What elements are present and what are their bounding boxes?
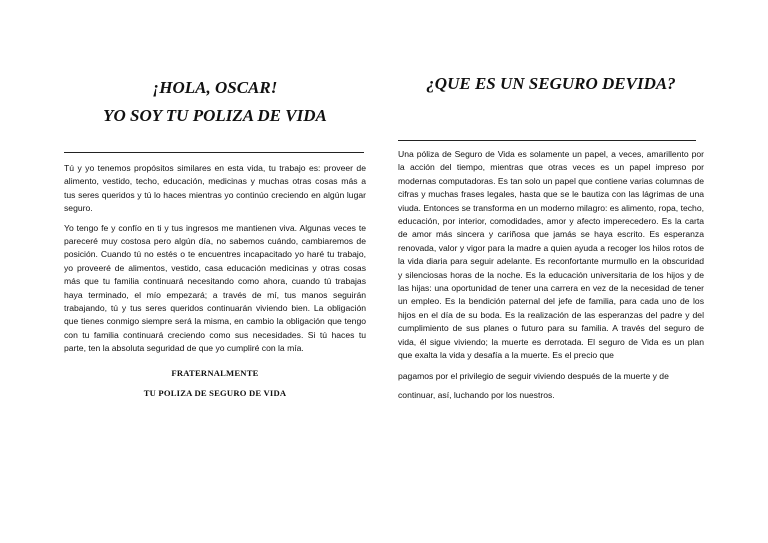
- right-divider: [398, 140, 696, 141]
- left-paragraph-1: Tú y yo tenemos propósitos similares en esta vida, tu trabajo es: proveer de alimento, vestido, techo, educación, medicinas y muchas otras cosas más a tus seres queridos y tú lo haces mientras yo continúo creciendo en algún lugar seguro.: [64, 163, 366, 214]
- greeting-title: ¡HOLA, OSCAR!: [152, 78, 278, 97]
- right-title: ¿QUE ES UN SEGURO DEVIDA?: [426, 74, 676, 93]
- closing-salutation: FRATERNALMENTE: [171, 367, 259, 378]
- right-paragraph-2: pagamos por el privilegio de seguir viviendo después de la muerte y de continuar, así, luchando por los nuestros.: [398, 370, 669, 400]
- policy-title: YO SOY TU POLIZA DE VIDA: [103, 106, 327, 125]
- right-column: [398, 72, 704, 405]
- right-paragraph-1: Una póliza de Seguro de Vida es solamente un papel, a veces, amarillento por la acción del tiempo, mientras que otras veces es un papel impreso por modernas computadoras. Es tan solo un papel que contiene varias columnas de cifras y muchas frases legales, hasta que se le bautiza con las lágrimas de una viuda. Entonces se transforma en un moderno milagro: es alimento, ropa, techo, educación, por interior, comodidades, amor y afecto imperecedero. Es la carta de amor más sincera y cariñosa que jamás se haya escrito. Es esperanza renovada, valor y vigor para la madre a quien ayuda a recoger los hilos rotos de la vida diaria para seguir adelante. Es reconfortante murmullo en la obscuridad y silenciosas horas de la noche. Es la educación universitaria de los hijos y de las hijas: una oportunidad de tener una carrera en vez de la necesidad de tener un empleo. Es la bendición paternal del jefe de familia, para cada uno de los hijos en el día de su boda. Es la realización de las esperanzas del padre y del cumplimiento de sus planes o futuro para su familia. A través del seguro de vida, él sigue viviendo; la muerte es derrotada. El seguro de Vida es un plan que exalta la vida y desafía a la muerte. Es el precio que: [398, 149, 704, 361]
- left-divider: [64, 152, 364, 153]
- closing-signature: TU POLIZA DE SEGURO DE VIDA: [143, 387, 287, 398]
- left-column: [64, 72, 366, 398]
- left-paragraph-2: Yo tengo fe y confío en ti y tus ingresos me mantienen viva. Algunas veces te pareceré muy costosa pero algún día, no sabemos cuándo, cambiaremos de posición. Cuando tú no estés o te encuentres incapacitado yo haré tu trabajo, yo proveeré de alimentos, vestido, casa educación medicinas y otras cosas más que tu familia continuará necesitando como ahora, cuando tú trabajas haya terminado, el mío empezará; a través de mí, tus manos seguirán trabajando, tú y tus seres queridos continuarán viviendo bien. La obligación que tienes conmigo siempre será la misma, en cambio la obligación que tengo con tu familia continuará creciendo como sus necesidades. Si tú haces tu parte, ten la absoluta seguridad de que yo cumpliré con la mía.: [64, 222, 366, 354]
